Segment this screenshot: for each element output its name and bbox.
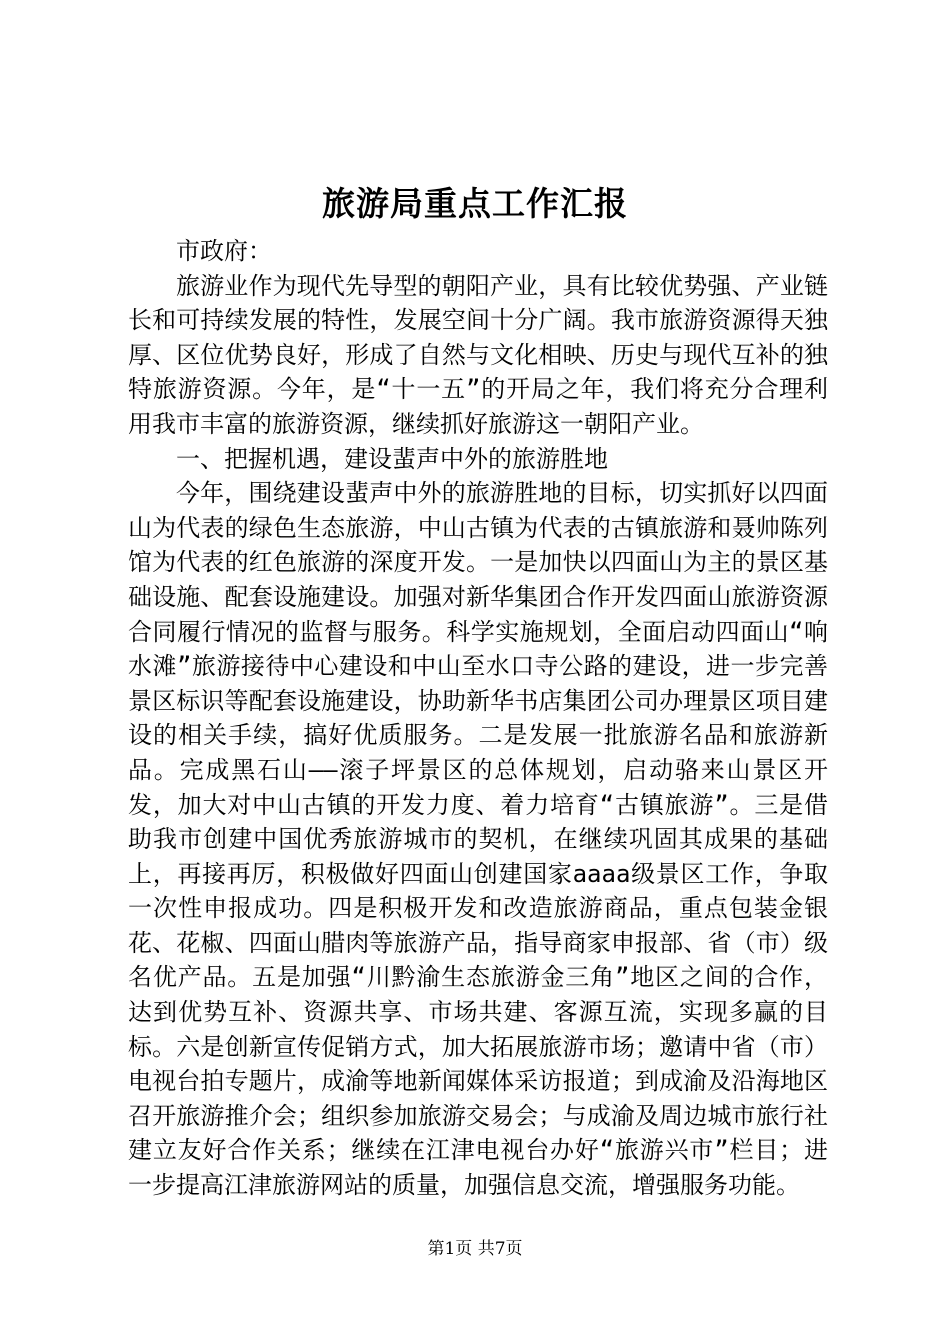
paragraph-section-1: 今年，围绕建设蜚声中外的旅游胜地的目标，切实抓好以四面山为代表的绿色生态旅游，中山古镇为代表的古镇旅游和聂帅陈列馆为代表的红色旅游的深度开发。一是加快以四面山为主的景区基础设施、配套设施建设。加强对新华集团合作开发四面山旅游资源合同履行情况的监督与服务。科学实施规划，全面启动四面山“响水滩”旅游接待中心建设和中山至水口寺公路的建设，进一步完善景区标识等配套设施建设，协助新华书店集团公司办理景区项目建设的相关手续，搞好优质服务。二是发展一批旅游名品和旅游新品。完成黑石山——滚子坪景区的总体规划，启动骆来山景区开发，加大对中山古镇的开发力度、着力培育“古镇旅游”。三是借助我市创建中国优秀旅游城市的契机，在继续巩固其成果的基础上，再接再厉，积极做好四面山创建国家aaaa级景区工作，争取一次性申报成功。四是积极开发和改造旅游商品，重点包装金银花、花椒、四面山腊肉等旅游产品，指导商家申报部、省（市）级名优产品。五是加强“川黔渝生态旅游金三角”地区之间的合作，达到优势互补、资源共享、市场共建、客源互流，实现多赢的目标。六是创新宣传促销方式，加大拓展旅游市场；邀请中省（市）电视台拍专题片，成渝等地新闻媒体采访报道；到成渝及沿海地区召开旅游推介会；组织参加旅游交易会；与成渝及周边城市旅行社建立友好合作关系；继续在江津电视台办好“旅游兴市”栏目；进一步提高江津旅游网站的质量，加强信息交流，增强服务功能。 (128, 479, 828, 1200)
section-heading: 一、把握机遇，建设蜚声中外的旅游胜地 (176, 444, 608, 473)
document-title: 旅游局重点工作汇报 (322, 184, 628, 223)
page-footer: 第1页 共7页 (427, 1239, 523, 1259)
paragraph-intro: 旅游业作为现代先导型的朝阳产业，具有比较优势强、产业链长和可持续发展的特性，发展空间十分广阔。我市旅游资源得天独厚、区位优势良好，形成了自然与文化相映、历史与现代互补的独特旅游资源。今年，是“十一五”的开局之年，我们将充分合理利用我市丰富的旅游资源，继续抓好旅游这一朝阳产业。 (128, 271, 828, 438)
document-body (128, 234, 828, 1203)
salutation: 市政府： (176, 237, 272, 265)
